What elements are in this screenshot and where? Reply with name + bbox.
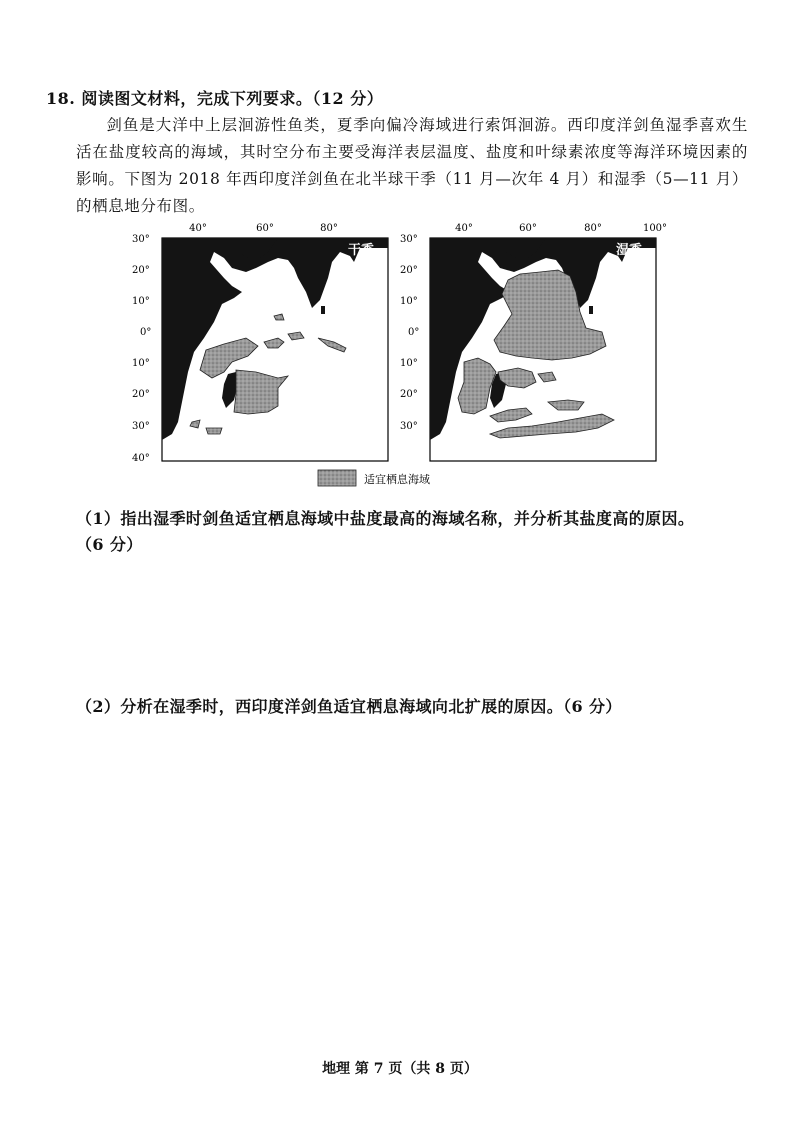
sri-lanka bbox=[321, 306, 325, 314]
map-legend bbox=[318, 470, 430, 486]
lon-label-40-right: 40° bbox=[455, 223, 473, 234]
lat-label-10s-mid: 10° bbox=[400, 358, 418, 369]
legend-label: 适宜栖息海域 bbox=[364, 474, 430, 486]
lat-label-30n-mid: 30° bbox=[400, 234, 418, 245]
sub-question-2 bbox=[76, 694, 622, 720]
material-paragraph bbox=[76, 112, 748, 220]
lon-label-100-right: 100° bbox=[642, 223, 668, 234]
lat-label-10n-mid: 10° bbox=[400, 296, 418, 307]
sri-lanka bbox=[589, 306, 593, 314]
lat-label-20s-mid: 20° bbox=[400, 389, 418, 400]
lon-label-80-right: 80° bbox=[584, 223, 602, 234]
lat-label-0: 0° bbox=[140, 327, 152, 338]
lat-label-30n: 30° bbox=[132, 234, 150, 245]
dry-season-map bbox=[162, 238, 388, 461]
lat-label-30s: 30° bbox=[132, 421, 150, 432]
lat-label-40s: 40° bbox=[132, 453, 150, 464]
lat-label-30s-mid: 30° bbox=[400, 421, 418, 432]
lat-label-10s: 10° bbox=[132, 358, 150, 369]
sub-question-2-text: （2）分析在湿季时，西印度洋剑鱼适宜栖息海域向北扩展的原因。（6 分） bbox=[76, 697, 622, 716]
question-header: 18. 阅读图文材料，完成下列要求。（12 分） bbox=[46, 89, 384, 108]
lat-label-20n-mid: 20° bbox=[400, 265, 418, 276]
legend-swatch bbox=[318, 470, 356, 486]
lat-label-0-mid: 0° bbox=[408, 327, 420, 338]
sub-question-1-text: （1）指出湿季时剑鱼适宜栖息海域中盐度最高的海域名称，并分析其盐度高的原因。 bbox=[76, 509, 695, 528]
lon-label-60: 60° bbox=[256, 223, 274, 234]
page-footer: 地理 第 7 页（共 8 页） bbox=[322, 1061, 478, 1077]
lat-label-20n: 20° bbox=[132, 265, 150, 276]
lon-label-40: 40° bbox=[189, 223, 207, 234]
lat-label-20s: 20° bbox=[132, 389, 150, 400]
habitat-map-figure bbox=[128, 222, 668, 492]
dry-season-label: 干季 bbox=[348, 243, 375, 258]
sub-question-1-score: （6 分） bbox=[76, 535, 143, 554]
habitat-area bbox=[206, 428, 222, 434]
material-text: 剑鱼是大洋中上层洄游性鱼类，夏季向偏冷海域进行索饵洄游。西印度洋剑鱼湿季喜欢生活在盐度较高的海域，其时空分布主要受海洋表层温度、盐度和叶绿素浓度等海洋环境因素的影响。下图为 2018 年西印度洋剑鱼在北半球干季（11 月—次年 4 月）和湿季（5—11 月）的栖息地分布图。 bbox=[76, 116, 748, 215]
lat-label-10n: 10° bbox=[132, 296, 150, 307]
lon-label-80: 80° bbox=[320, 223, 338, 234]
wet-season-map bbox=[430, 238, 656, 461]
sub-question-1 bbox=[76, 506, 694, 558]
wet-season-label: 湿季 bbox=[616, 243, 643, 258]
lon-label-60-right: 60° bbox=[519, 223, 537, 234]
